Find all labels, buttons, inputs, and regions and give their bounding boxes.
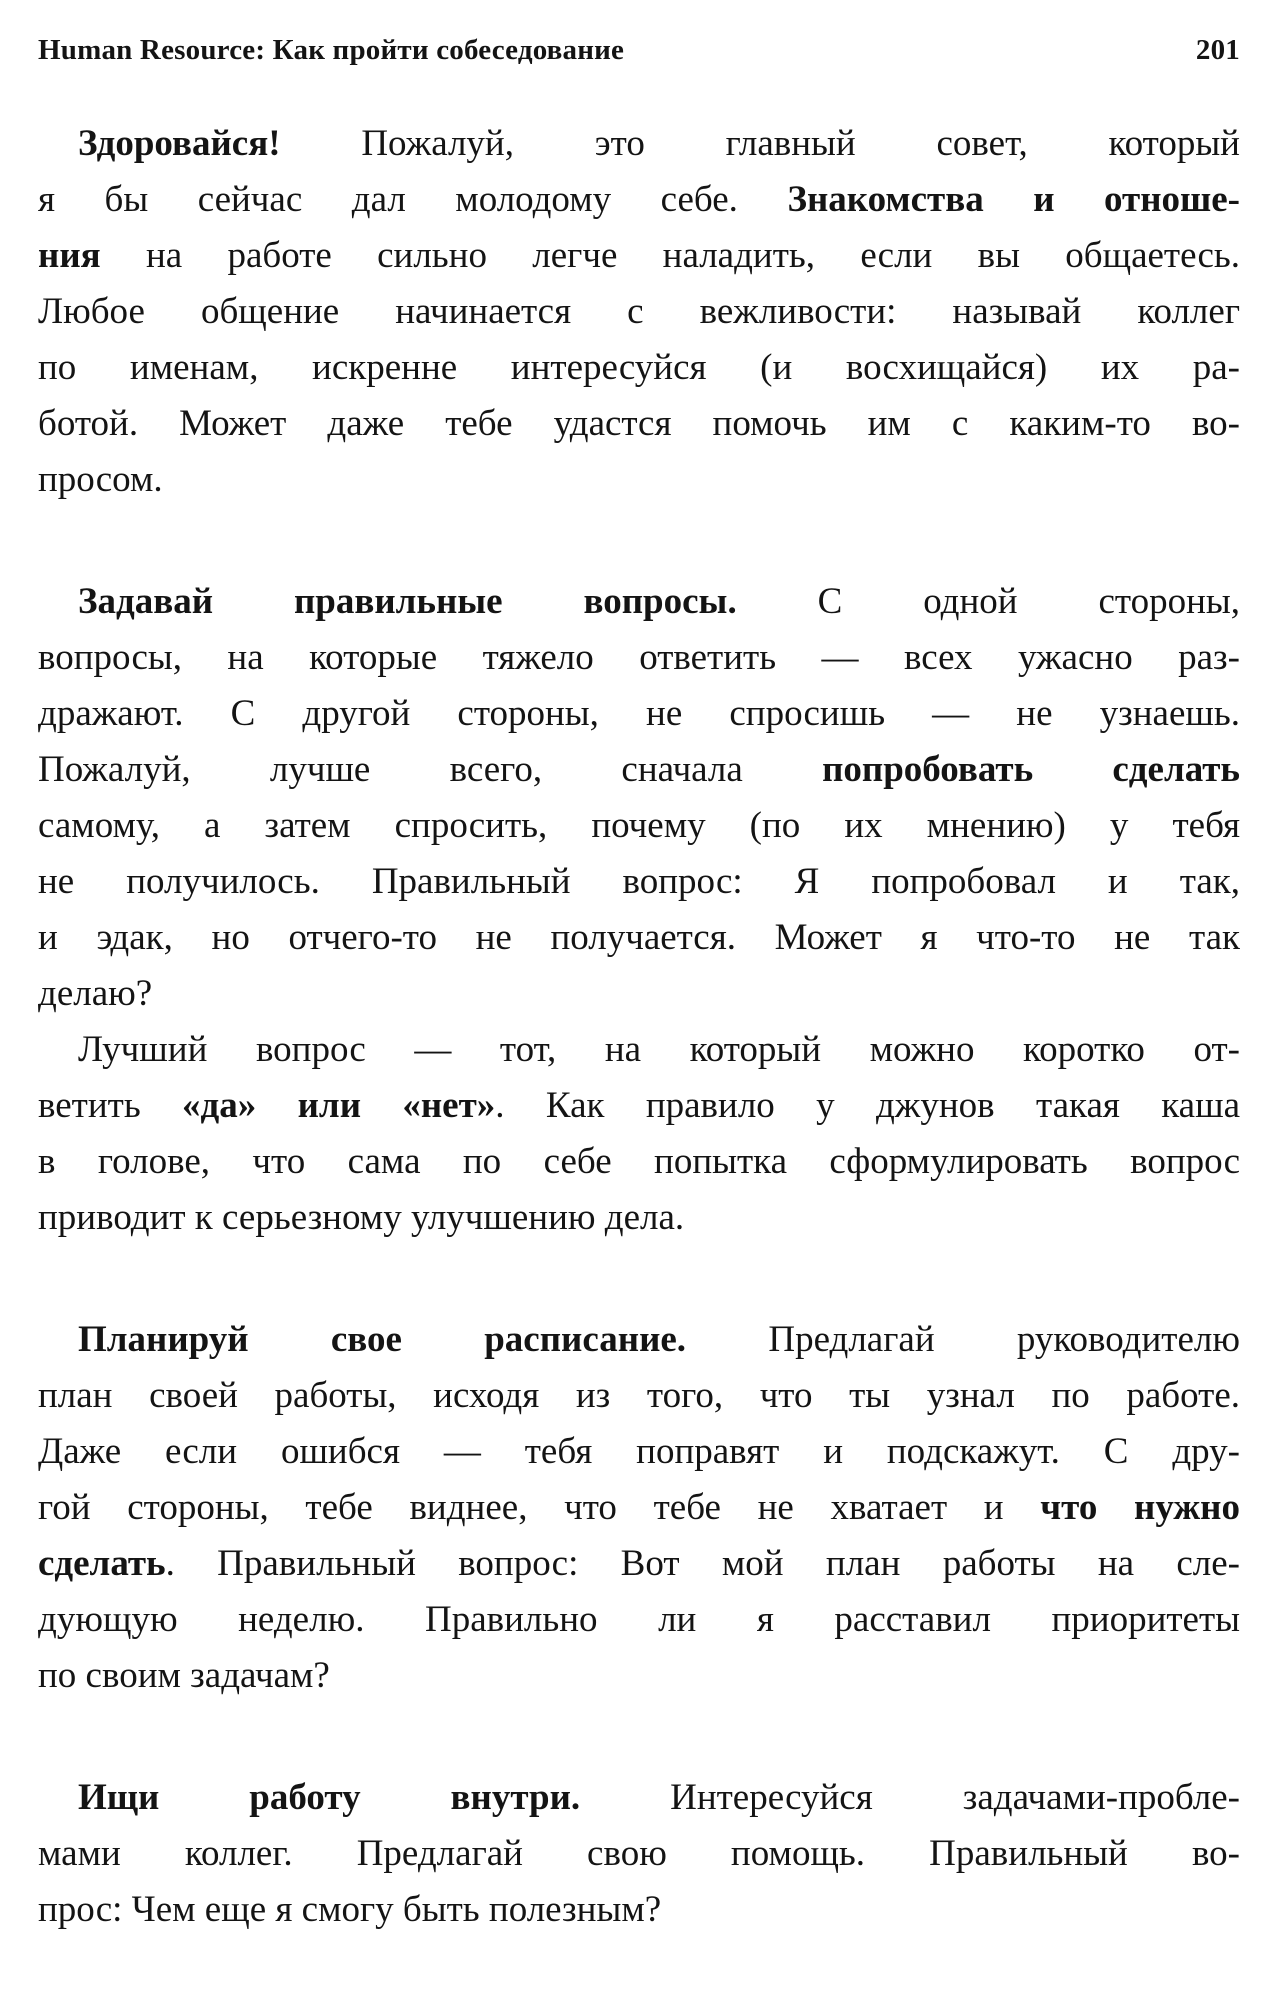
running-head-title: Human Resource: Как пройти собеседование	[38, 34, 625, 66]
text-line: мами коллег. Предлагай свою помощь. Правильный во-	[38, 1833, 1240, 1874]
text-line: план своей работы, исходя из того, что ты узнал по работе.	[38, 1375, 1240, 1416]
text-line: Любое общение начинается с вежливости: называй коллег	[38, 291, 1240, 332]
paragraph	[38, 1312, 1240, 1704]
text-line: дражают. С другой стороны, не спросишь — не узнаешь.	[38, 693, 1240, 734]
text-line: дующую неделю. Правильно ли я расставил приоритеты	[38, 1599, 1240, 1640]
paragraphs	[38, 116, 1240, 1938]
paragraph	[38, 116, 1240, 508]
text-line: Ищи работу внутри. Интересуйся задачами-пробле-	[78, 1777, 1240, 1818]
text-line: делаю?	[38, 973, 153, 1014]
text-line: самому, а затем спросить, почему (по их мнению) у тебя	[38, 805, 1240, 846]
text-line: ветить «да» или «нет». Как правило у джунов такая каша	[38, 1085, 1240, 1126]
text-line: Задавай правильные вопросы. С одной стороны,	[78, 581, 1240, 622]
paragraph	[38, 1770, 1240, 1938]
text-line: я бы сейчас дал молодому себе. Знакомства и отноше-	[38, 179, 1240, 220]
text-line: Лучший вопрос — тот, на который можно коротко от-	[78, 1029, 1240, 1070]
text-line: вопросы, на которые тяжело ответить — всех ужасно раз-	[38, 637, 1240, 678]
text-line: по именам, искренне интересуйся (и восхищайся) их ра-	[38, 347, 1240, 388]
text-line: гой стороны, тебе виднее, что тебе не хватает и что нужно	[38, 1487, 1240, 1528]
text-line: Здоровайся! Пожалуй, это главный совет, который	[78, 123, 1240, 164]
page-number: 201	[1195, 34, 1240, 66]
paragraph	[38, 1022, 1240, 1246]
text-line: сделать. Правильный вопрос: Вот мой план работы на сле-	[38, 1543, 1240, 1584]
text-line: Даже если ошибся — тебя поправят и подскажут. С дру-	[38, 1431, 1240, 1472]
text-line: Планируй свое расписание. Предлагай руководителю	[78, 1319, 1240, 1360]
text-line: в голове, что сама по себе попытка сформулировать вопрос	[38, 1141, 1240, 1182]
text-line: просом.	[38, 459, 163, 500]
text-line: ния на работе сильно легче наладить, если вы общаетесь.	[38, 235, 1240, 276]
text-line: Пожалуй, лучше всего, сначала попробовать сделать	[38, 749, 1240, 790]
text-line: прос: Чем еще я смогу быть полезным?	[38, 1889, 662, 1930]
running-head	[38, 30, 1240, 70]
text-line: ботой. Может даже тебе удастся помочь им с каким-то во-	[38, 403, 1240, 444]
paragraph	[38, 574, 1240, 1022]
text-line: по своим задачам?	[38, 1655, 330, 1696]
text-line: приводит к серьезному улучшению дела.	[38, 1197, 685, 1238]
text-line: не получилось. Правильный вопрос: Я попробовал и так,	[38, 861, 1240, 902]
text-line: и эдак, но отчего-то не получается. Может я что-то не так	[38, 917, 1240, 958]
